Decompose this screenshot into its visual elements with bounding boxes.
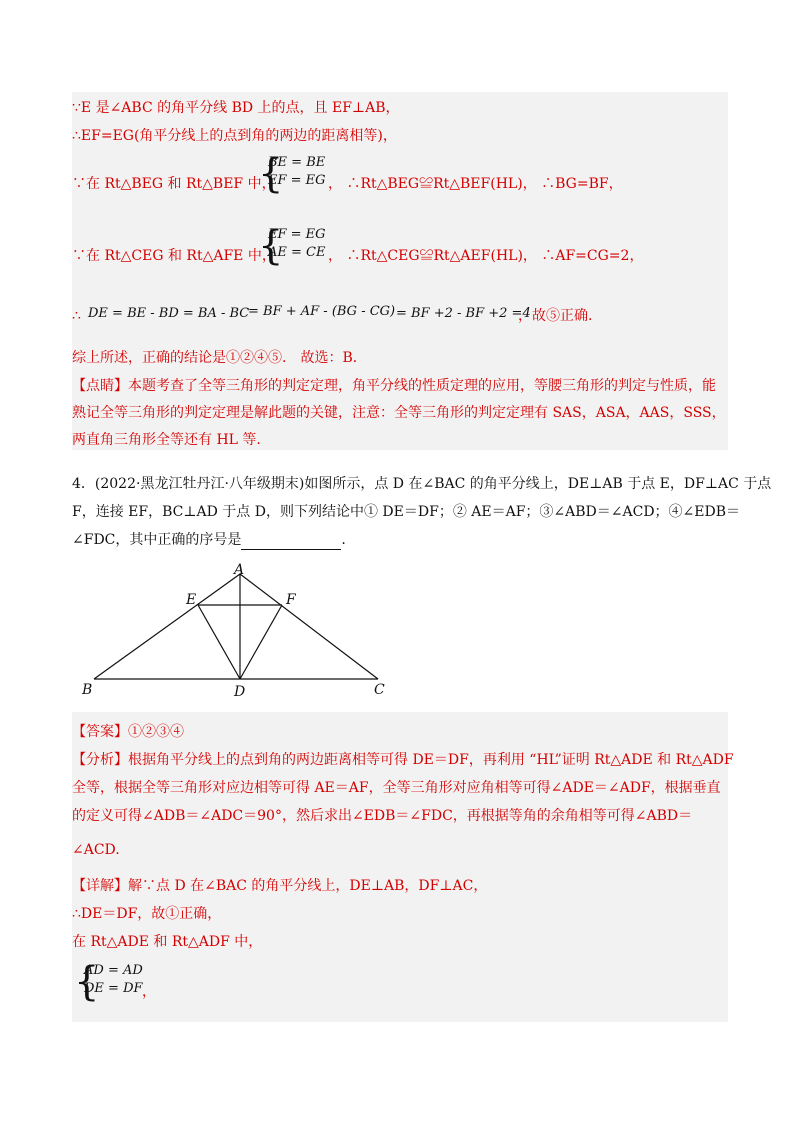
equation-row: DE = DF [84,981,143,996]
segment-fd [240,605,282,679]
text-line: ∴EF=EG(角平分线上的点到角的两边的距离相等)， [72,128,397,144]
question-text [72,530,728,550]
brace-icon: { [258,223,284,269]
answer-line: 【答案】①②③④ [72,724,184,740]
segment-ed [198,605,240,679]
equation-row: AE = CE [268,245,326,260]
brace-icon: { [74,959,100,1005]
text-line: 的定义可得∠ADB＝∠ADC＝90°，然后求出∠EDB＝∠FDC，再根据等角的余角相等可得∠ABD＝ [72,808,693,824]
equation-system [74,959,143,1005]
label-f: F [286,592,296,608]
text-line: 综上所述，正确的结论是①②④⑤． 故选：B． [72,350,367,366]
text-line: 【点睛】本题考查了全等三角形的判定定理，角平分线的性质定理的应用，等腰三角形的判定与性质，能 [72,378,716,394]
equation-system [258,151,326,197]
text-line: 两直角三角形全等还有 HL 等. [72,432,261,448]
text-line: ∵E 是∠ABC 的角平分线 BD 上的点，且 EF⊥AB， [72,100,400,116]
text-line: 【分析】根据角平分线上的点到角的两边距离相等可得 DE＝DF，再利用 “HL”证明 Rt△ADE 和 Rt△ADF [72,752,734,768]
equation-system [258,223,326,269]
text-line: ∴DE＝DF，故①正确， [72,906,222,922]
line-prefix: ∵在 Rt△CEG 和 Rt△AFE 中， [72,248,276,264]
label-a: A [234,562,245,578]
text-line: 熟记全等三角形的判定定理是解此题的关键，注意：全等三角形的判定定理有 SAS，ASA，AAS，SSS， [72,405,726,421]
segment-ab [94,574,240,679]
label-c: C [374,682,385,698]
question-text: 4．(2022·黑龙江牡丹江·八年级期末)如图所示，点 D 在∠BAC 的角平分线上，DE⊥AB 于点 E，DF⊥AC 于点 [72,476,772,492]
equation: DE = BE - BD = BA - BC [88,306,250,321]
brace-icon: { [258,151,284,197]
equation-row: AD = AD [84,963,143,978]
text-line: ，故⑤正确. [518,308,593,324]
text-line: ∠ACD. [72,842,120,858]
text-line: ， [142,984,156,1000]
label-b: B [82,682,93,698]
text-line: ， ∴Rt△CEG≌Rt△AEF(HL)， ∴AF=CG=2， [328,248,644,264]
answer-blank [241,535,341,550]
equation-row: EF = EG [268,173,326,188]
equation: = BF +2 - BF +2 =4 [396,306,531,321]
question-text-suffix: . [341,532,346,548]
text-line: ， ∴Rt△BEG≌Rt△BEF(HL)， ∴BG=BF， [328,176,623,192]
segment-ac [240,574,378,679]
equation: = BF + AF - (BG - CG) [248,304,396,319]
text-line: 【详解】解∵点 D 在∠BAC 的角平分线上，DE⊥AB，DF⊥AC， [72,878,488,894]
geometry-figure [80,562,400,702]
question-text-prefix: ∠FDC，其中正确的序号是 [72,532,242,548]
text-line: 在 Rt△ADE 和 Rt△ADF 中， [72,934,263,950]
question-text: F，连接 EF，BC⊥AD 于点 D，则下列结论中① DE＝DF；② AE＝AF；③∠ABD＝∠ACD；④∠EDB＝ [72,504,741,520]
equation-row: EF = EG [268,227,326,242]
equation-row: BE = BE [268,155,326,170]
text-line: ∴ [72,308,81,324]
line-prefix: ∵在 Rt△BEG 和 Rt△BEF 中， [72,176,276,192]
label-d: D [234,684,246,700]
text-line: 全等，根据全等三角形对应边相等可得 AE＝AF，全等三角形对应角相等可得∠ADE＝∠ADF，根据垂直 [72,780,721,796]
label-e: E [186,592,197,608]
